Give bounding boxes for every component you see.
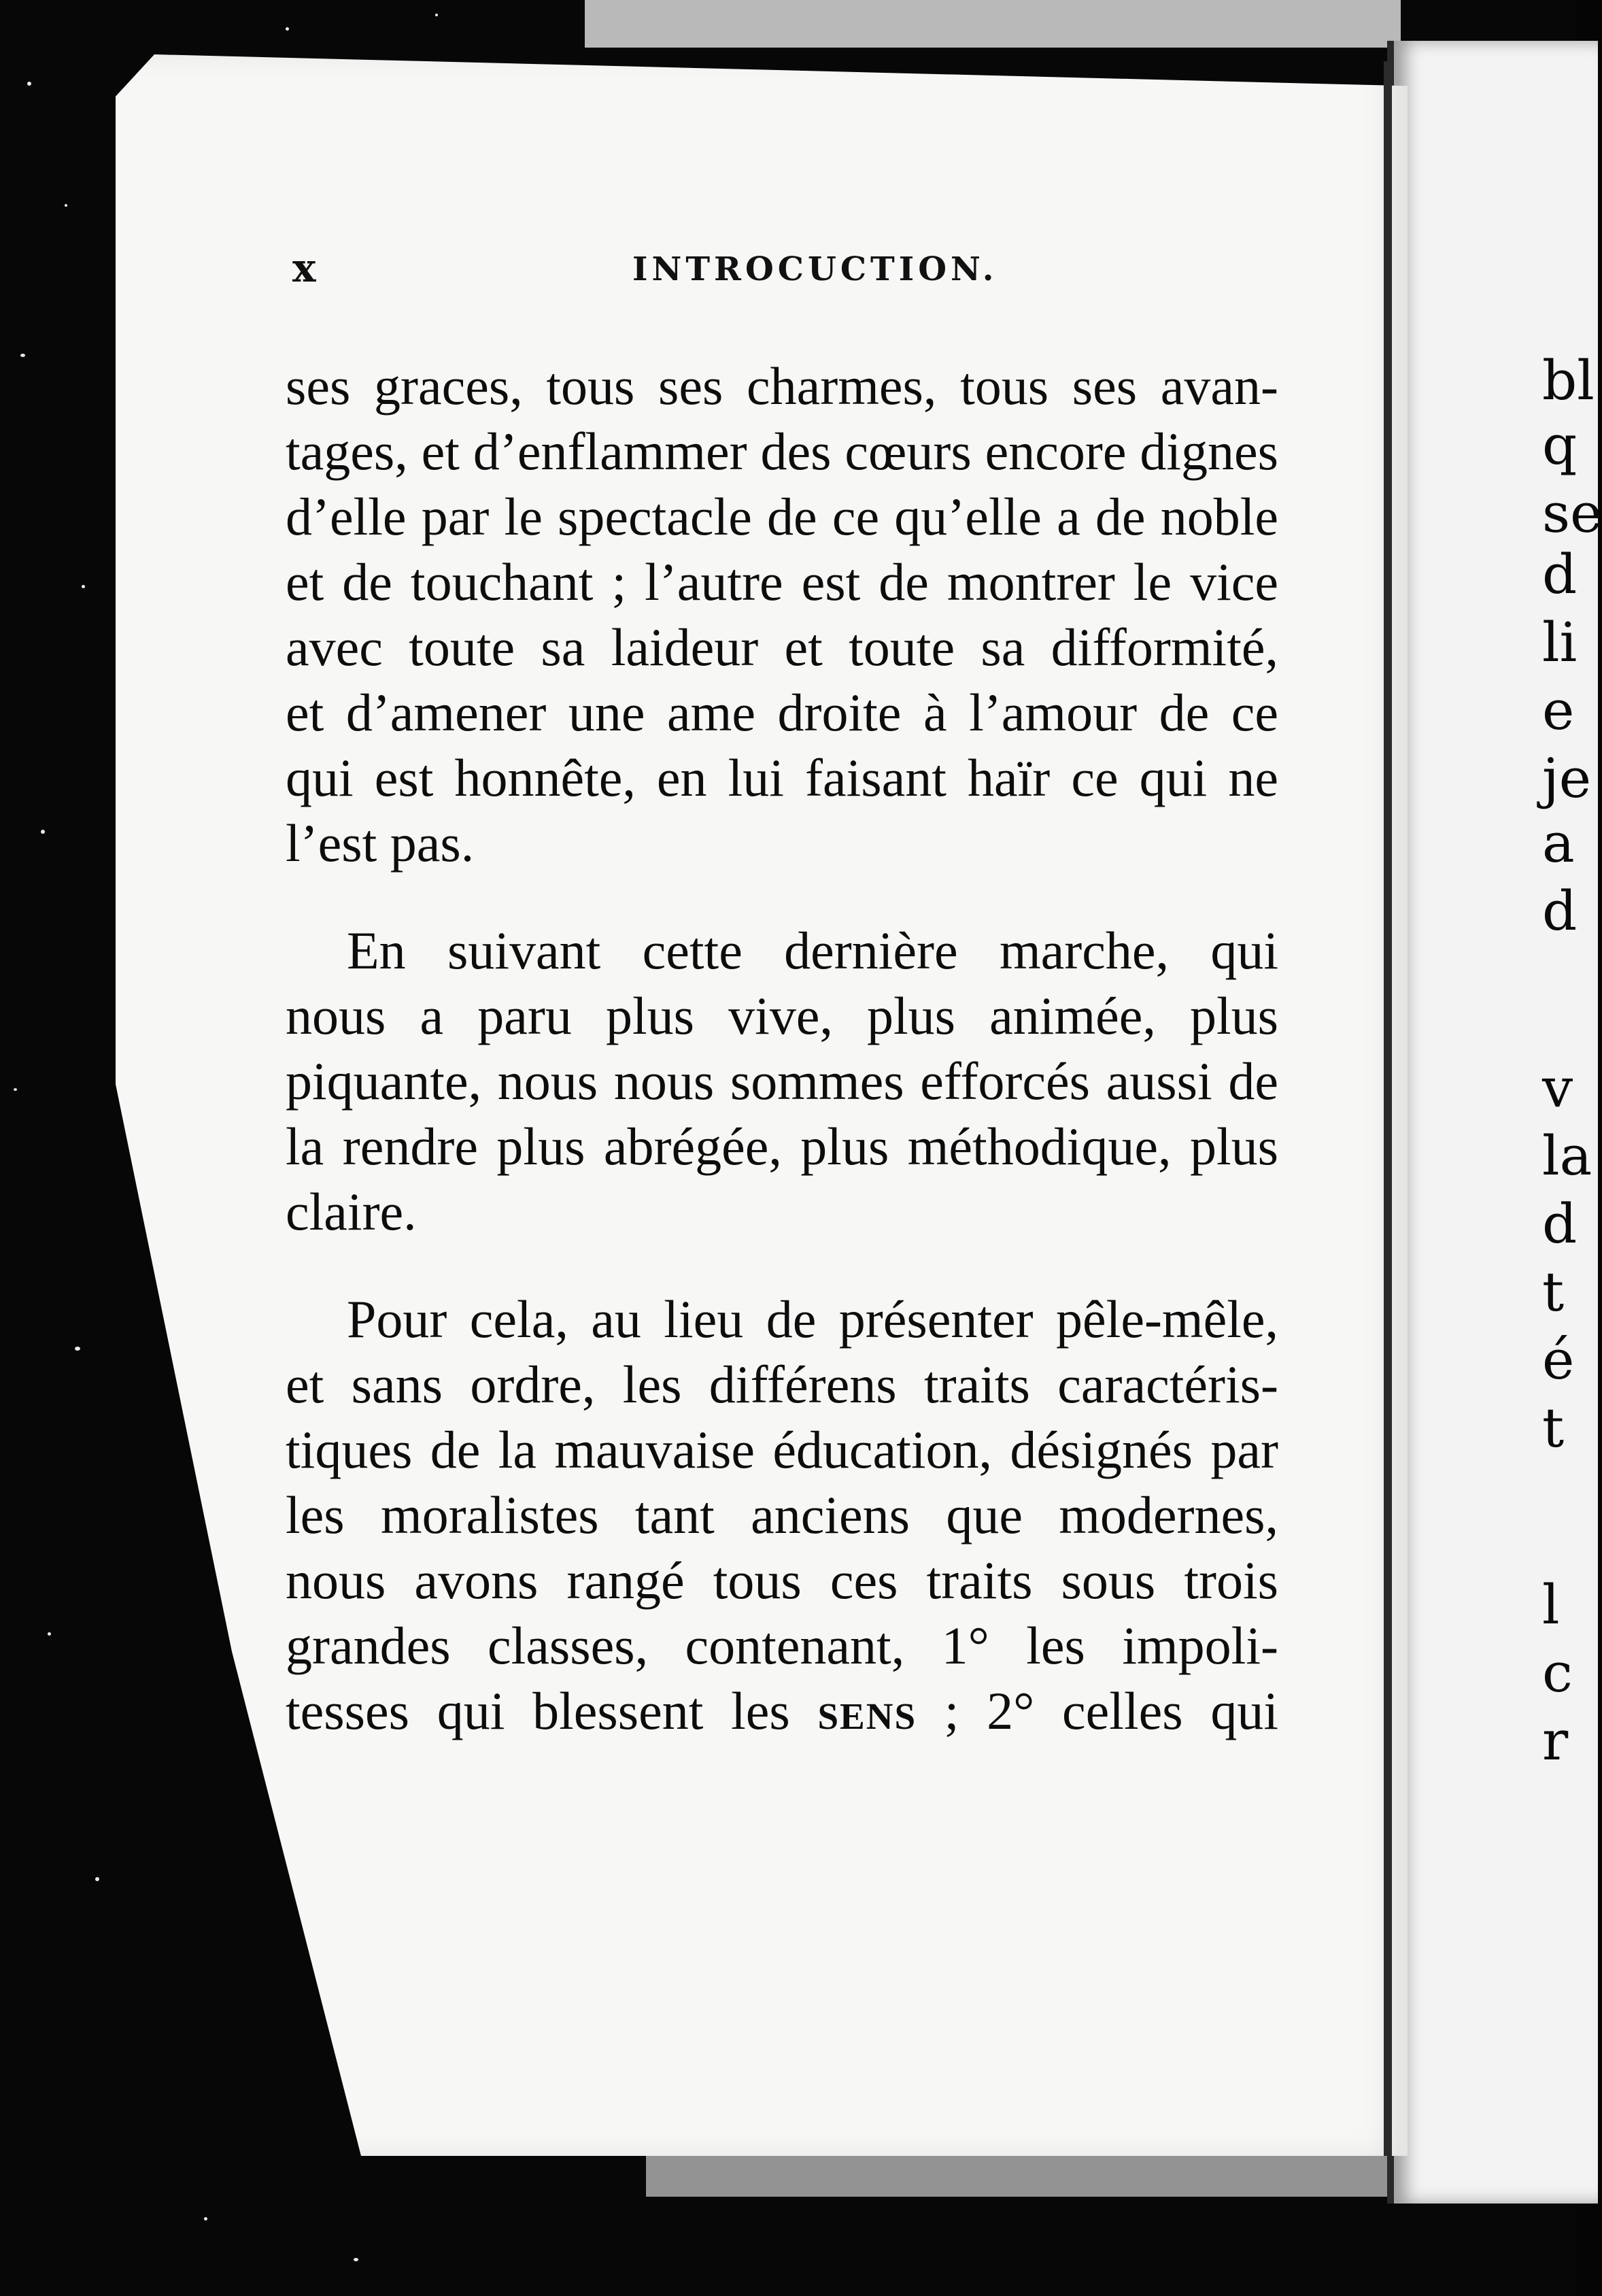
text-line: claire. <box>286 1182 417 1241</box>
text-line: et d’amener une ame droite à l’amour de ce <box>286 683 1278 742</box>
facing-page-fragment: d <box>1542 1192 1578 1255</box>
paragraph-1 <box>286 354 1278 876</box>
text-line: d’elle par le spectacle de ce qu’elle a de noble <box>286 487 1278 546</box>
text-run: ; 2° celles qui <box>917 1681 1278 1740</box>
dust-speck <box>286 27 289 31</box>
text-line <box>286 1678 1278 1744</box>
text-line: et sans ordre, les différens traits caractéris- <box>286 1355 1278 1414</box>
dust-speck <box>27 82 31 86</box>
text-line: nous a paru plus vive, plus animée, plus <box>286 986 1278 1045</box>
dust-speck <box>41 830 45 834</box>
facing-page-fragment: e <box>1542 679 1575 742</box>
small-caps-word: sens <box>817 1681 917 1740</box>
dust-speck <box>95 1877 99 1881</box>
dust-speck <box>48 1632 51 1636</box>
running-title: INTROCUCTION. <box>632 250 998 288</box>
dust-speck <box>14 1088 17 1091</box>
facing-page-fragment: é <box>1542 1328 1575 1391</box>
text-line: qui est honnête, en lui faisant haïr ce qui ne <box>286 748 1278 807</box>
facing-page-fragment: r <box>1542 1709 1569 1772</box>
text-line: l’est pas. <box>286 813 475 873</box>
page-header <box>292 245 1312 299</box>
facing-page-fragment: l <box>1542 1573 1560 1636</box>
facing-page-fragment: c <box>1542 1641 1573 1704</box>
facing-page-fragment: je <box>1542 747 1592 810</box>
facing-page-fragment: t <box>1542 1260 1565 1323</box>
facing-page-fragment: d <box>1542 543 1578 606</box>
body-text <box>286 354 1278 1744</box>
dust-speck <box>75 1347 80 1351</box>
facing-page-fragment: bl <box>1542 349 1595 412</box>
text-line: Pour cela, au lieu de présenter pêle-mêle, <box>347 1289 1278 1349</box>
dust-speck <box>20 354 25 357</box>
text-line: En suivant cette dernière marche, qui <box>347 921 1278 980</box>
text-line: tiques de la mauvaise éducation, désignés par <box>286 1420 1278 1479</box>
facing-page-fragment: v <box>1542 1056 1573 1119</box>
paragraph-3 <box>286 1287 1278 1744</box>
text-line: tages, et d’enflammer des cœurs encore dignes <box>286 422 1278 481</box>
text-run: tesses qui blessent les <box>286 1681 818 1740</box>
page-stack-top <box>585 0 1401 48</box>
dust-speck <box>354 2258 358 2261</box>
dust-speck <box>204 2217 207 2221</box>
text-line: grandes classes, contenant, 1° les impoli- <box>286 1616 1278 1675</box>
page-gutter <box>1384 61 1392 2156</box>
text-line: la rendre plus abrégée, plus méthodique, plus <box>286 1117 1278 1176</box>
facing-page-fragment: a <box>1542 811 1575 875</box>
facing-page-fragment: se <box>1542 482 1602 545</box>
text-line: piquante, nous nous sommes efforcés aussi de <box>286 1051 1278 1111</box>
paragraph-spacer <box>286 876 1278 918</box>
facing-page-fragment: t <box>1542 1396 1565 1459</box>
page-number: x <box>292 245 318 291</box>
dust-speck <box>65 204 67 207</box>
text-line: avec toute sa laideur et toute sa difformité, <box>286 618 1278 677</box>
paragraph-2 <box>286 918 1278 1245</box>
text-line: ses graces, tous ses charmes, tous ses avan- <box>286 356 1278 416</box>
dust-speck <box>82 585 85 588</box>
text-line: nous avons rangé tous ces traits sous trois <box>286 1551 1278 1610</box>
dust-speck <box>435 14 438 16</box>
text-line: et de touchant ; l’autre est de montrer le vice <box>286 552 1278 611</box>
facing-page-fragment: li <box>1542 611 1578 674</box>
facing-page-fragment: d <box>1542 879 1578 943</box>
facing-page-fragment: q <box>1542 413 1578 477</box>
facing-page-fragment: la <box>1542 1124 1592 1187</box>
paragraph-spacer <box>286 1245 1278 1287</box>
text-line: les moralistes tant anciens que modernes, <box>286 1485 1278 1544</box>
